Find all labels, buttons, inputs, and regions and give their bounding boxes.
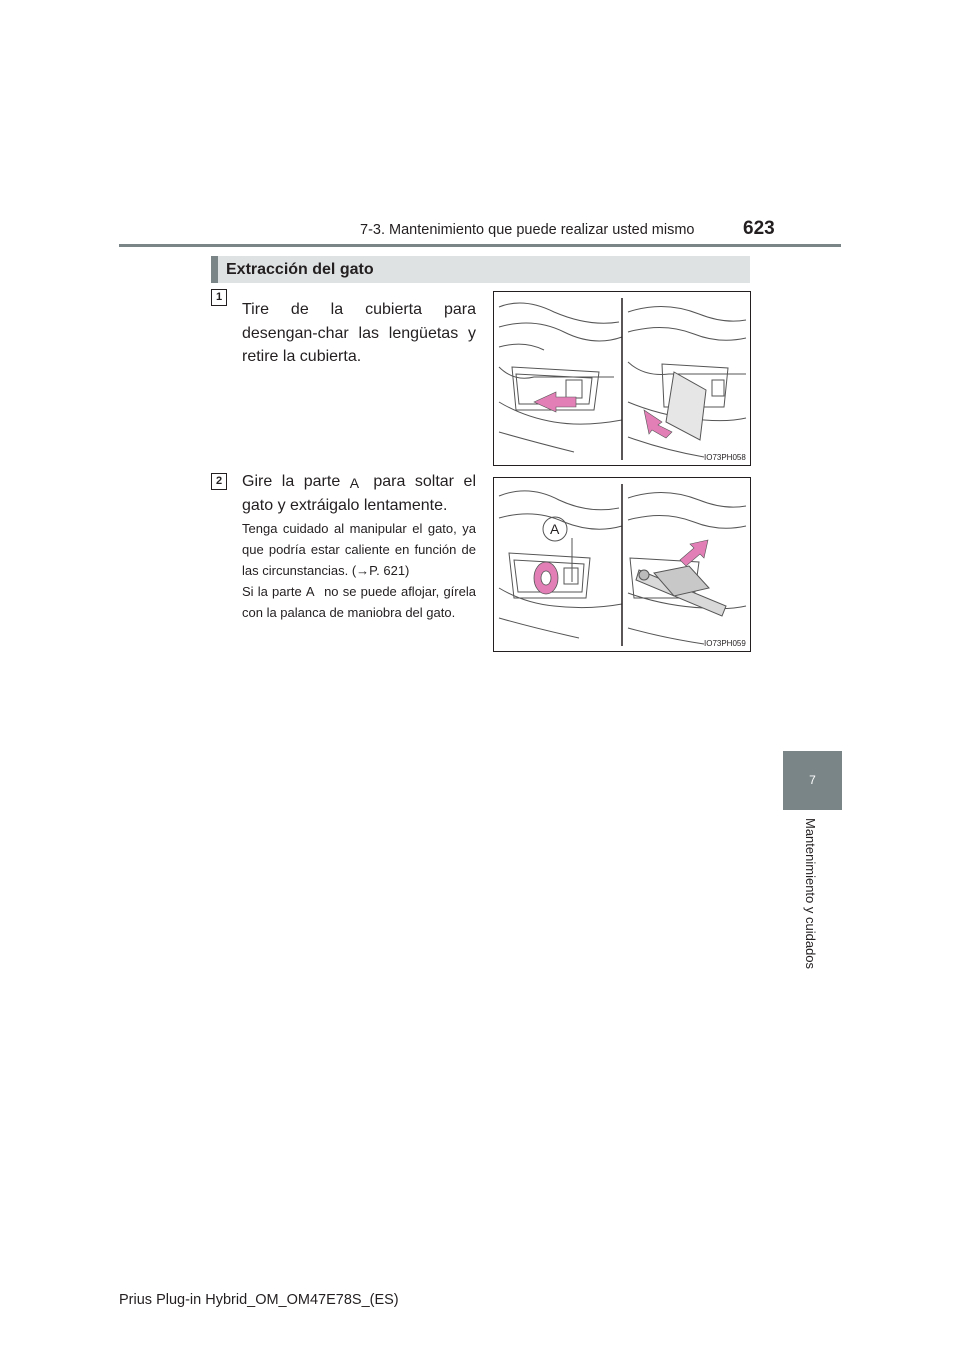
header-rule (119, 244, 841, 247)
step-2-text-start: Gire la parte (242, 473, 341, 490)
step-2-note-loosen (242, 581, 476, 623)
callout-a-label: A (550, 521, 560, 537)
jack-extraction-illustration (494, 478, 750, 651)
step-2-note-heat: Tenga cuidado al manipular el gato, ya que podría estar caliente en función de las circunstancias. (→P. 621) (242, 521, 476, 578)
figure-extract-jack (493, 477, 751, 652)
document-footer: Prius Plug-in Hybrid_OM_OM47E78S_(ES) (119, 1292, 399, 1308)
cover-removal-illustration (494, 292, 750, 465)
figure-remove-cover (493, 291, 751, 466)
step-2-text-end: para soltar el gato y extráigalo lentamente. (242, 473, 477, 514)
section-heading-accent (211, 256, 218, 283)
note-2-start: Si la parte (242, 584, 302, 599)
running-header: 7-3. Mantenimiento que puede realizar usted mismo (360, 222, 695, 238)
figure-code-2: IO73PH059 (704, 639, 746, 648)
chapter-tab (783, 751, 842, 810)
page-number: 623 (743, 218, 775, 239)
pull-left-arrow-icon (534, 392, 576, 412)
figure-code-1: IO73PH058 (704, 453, 746, 462)
jack-tool (636, 566, 726, 616)
section-heading: Extracción del gato (226, 261, 374, 278)
step-1-text: Tire de la cubierta para desengan-char las lengüetas y retire la cubierta. (242, 301, 476, 365)
note-2-end: no se puede aflojar, gírela con la palanca de maniobra del gato. (242, 584, 476, 620)
chapter-number: 7 (809, 773, 816, 787)
cover-panel (666, 372, 706, 440)
part-a-marker: A (349, 475, 360, 491)
chapter-title: Mantenimiento y cuidados (803, 818, 818, 970)
step-number-1: 1 (211, 289, 227, 306)
step-number-2: 2 (211, 473, 227, 490)
part-a-marker-note: A (305, 584, 315, 599)
step-2-text (242, 470, 476, 518)
